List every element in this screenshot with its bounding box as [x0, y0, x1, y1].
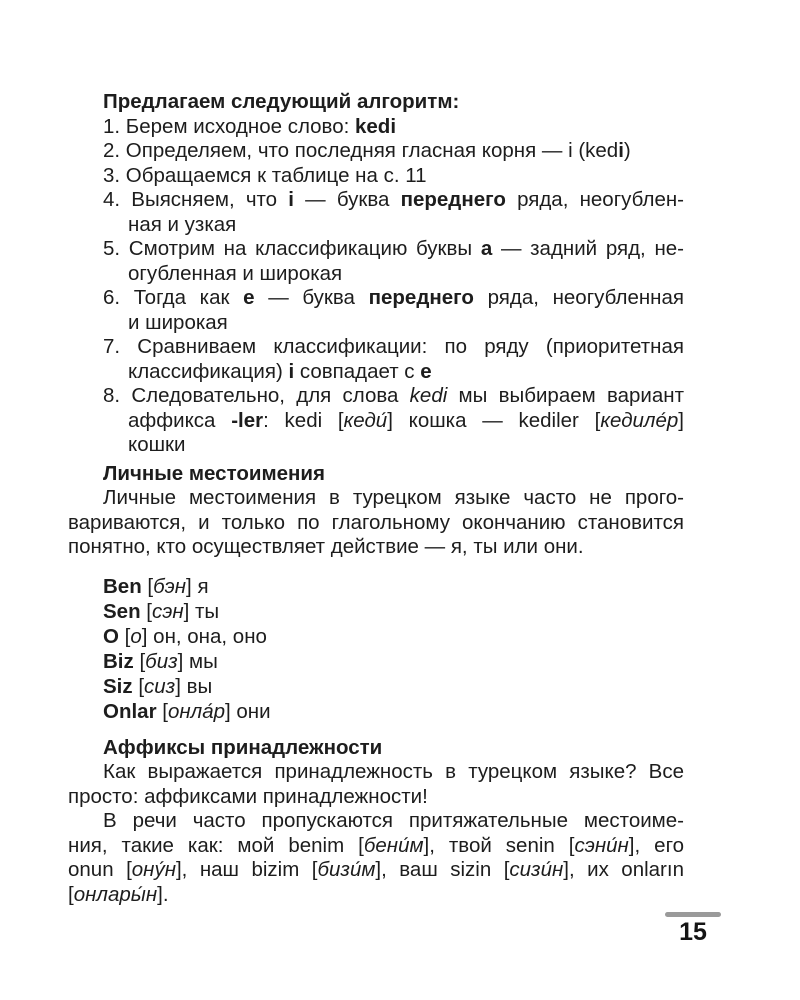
text: ния, такие как: мой benim [ [68, 833, 364, 857]
algorithm-heading: Предлагаем следующий алгоритм: [103, 90, 460, 113]
pronoun-word: Ben [103, 574, 142, 598]
text: Тогда как [133, 286, 244, 309]
bold-text: -ler [231, 408, 264, 432]
text-line [103, 384, 684, 409]
text: ] [186, 574, 198, 598]
bold-text: i [288, 188, 294, 211]
text-line [103, 335, 684, 360]
text: ряда, неогубленная [473, 286, 684, 309]
text-line [68, 883, 684, 908]
text: 3. [103, 163, 126, 187]
pronoun-row [103, 674, 684, 699]
text: ], их onların [563, 858, 684, 881]
text: ], твой senin [ [423, 833, 575, 857]
bold-text: i [618, 139, 624, 162]
algorithm-item [103, 164, 684, 189]
affixes-paragraph-2 [68, 809, 684, 907]
text-line [68, 785, 684, 810]
algorithm-item [103, 335, 684, 384]
text: 6. [103, 286, 134, 309]
text: [ [133, 649, 146, 673]
bold-text: e [420, 359, 432, 383]
text: аффикса [128, 408, 232, 432]
bold-text: переднего [400, 188, 506, 211]
text-line [103, 286, 684, 311]
text-line [103, 409, 684, 434]
pronoun-word: Siz [103, 674, 133, 698]
text: [ [132, 674, 145, 698]
pronoun-list [103, 574, 684, 724]
text: [ [156, 699, 168, 723]
pronoun-transcription: сиз [144, 674, 176, 698]
text: Обращаемся к таблице на с. 11 [125, 163, 427, 187]
text: ряда, неогублен- [505, 188, 684, 211]
algorithm-item [103, 237, 684, 286]
text: [ [140, 599, 153, 623]
text: понятно, кто осуществляет действие — я, ты или они. [68, 535, 584, 558]
algorithm-list [68, 115, 684, 458]
bold-text: a [480, 237, 493, 260]
text: — задний ряд, не- [492, 237, 684, 260]
text-line [68, 535, 684, 560]
pronoun-word: Biz [103, 649, 134, 673]
text-line [103, 262, 684, 287]
text: Определяем, что последняя гласная корня — i (ked [125, 139, 619, 162]
text: кошки [128, 433, 186, 456]
text-line [68, 834, 684, 859]
text: ], ваш sizin [ [375, 858, 510, 881]
text: Как выражается принадлежность в турецком языке? Все [103, 760, 684, 783]
pronoun-row [103, 574, 684, 599]
pronoun-transcription: биз [145, 649, 178, 673]
pronoun-word: Onlar [103, 699, 157, 723]
algorithm-item [103, 139, 684, 164]
text: 1. [103, 114, 126, 138]
text: ) [623, 139, 631, 162]
text: Смотрим на классификацию буквы [128, 237, 481, 260]
italic-text: сэни́н [574, 833, 629, 857]
pronouns-heading: Личные местоимения [103, 461, 325, 485]
page-footer [665, 912, 721, 945]
italic-text: кедиле́р [600, 408, 679, 432]
text: ] [175, 674, 187, 698]
algorithm-item [103, 384, 684, 458]
text: ] [225, 699, 237, 723]
text-line [68, 858, 684, 883]
text: : kedi [ [263, 408, 344, 432]
algorithm-item [103, 115, 684, 140]
text: Выясняем, что [131, 188, 289, 211]
algorithm-item [103, 286, 684, 335]
footer-bar [665, 912, 721, 917]
text-line [103, 164, 684, 189]
pronoun-row [103, 699, 684, 724]
text-line [68, 511, 684, 536]
algorithm-item [103, 188, 684, 237]
pronoun-transcription: сэн [152, 599, 184, 623]
pronoun-word: O [103, 624, 119, 648]
text: 2. [103, 139, 126, 162]
page-number: 15 [679, 918, 707, 946]
text: и широкая [128, 310, 228, 334]
text: [ [68, 882, 74, 906]
text: классификация) [128, 359, 289, 383]
text-line [103, 115, 684, 140]
pronoun-translation: мы [189, 649, 218, 673]
text: Сравниваем классификации: по ряду (приоритетная [137, 335, 684, 358]
text: Берем исходное слово: [125, 114, 355, 138]
text: 5. [103, 237, 129, 260]
text-line [103, 139, 684, 164]
text: onun [ [68, 858, 132, 881]
text-line [68, 486, 684, 511]
bold-text: переднего [368, 286, 474, 309]
italic-text: бизи́м [317, 858, 376, 881]
text-line [103, 311, 684, 336]
bold-text: e [243, 286, 255, 309]
text-line [103, 360, 684, 385]
text-line [103, 188, 684, 213]
italic-text: бени́м [363, 833, 424, 857]
affixes-paragraph-1 [68, 760, 684, 809]
text: просто: аффиксами принадлежности! [68, 784, 428, 808]
pronoun-transcription: онла́р [167, 699, 225, 723]
affixes-heading: Аффиксы принадлежности [103, 735, 383, 759]
pronoun-transcription: бэн [153, 574, 187, 598]
italic-text: kedi [409, 384, 448, 407]
page-content [68, 90, 684, 907]
text: ], наш bizim [ [175, 858, 318, 881]
text: 4. [103, 188, 132, 211]
text-line [103, 433, 684, 458]
text: — буква [254, 286, 369, 309]
text: ная и узкая [128, 212, 237, 236]
pronoun-row [103, 599, 684, 624]
text: Личные местоимения в турецком языке часто не прого- [103, 486, 684, 509]
text-line [68, 809, 684, 834]
text: — буква [293, 188, 401, 211]
text-line [68, 760, 684, 785]
text: В речи часто пропускаются притяжательные местоиме- [103, 809, 684, 832]
bold-text: kedi [355, 114, 397, 138]
italic-text: ону́н [131, 858, 176, 881]
text: Следовательно, для слова [131, 384, 410, 407]
text: огубленная и широкая [128, 261, 343, 285]
text: [ [141, 574, 154, 598]
pronoun-translation: я [197, 574, 209, 598]
italic-text: сизи́н [509, 858, 564, 881]
italic-text: кеди́ [343, 408, 388, 432]
italic-text: онлары́н [73, 882, 158, 906]
text-line [103, 237, 684, 262]
text: совпадает с [294, 359, 421, 383]
pronoun-row [103, 649, 684, 674]
text: вариваются, и только по глагольному окончанию становится [68, 510, 684, 534]
text: ] кошка — kediler [ [387, 408, 601, 432]
text-line [103, 213, 684, 238]
text: [ [118, 624, 131, 648]
text: ], его [628, 833, 685, 857]
pronoun-translation: он, она, оно [153, 624, 267, 648]
text: 8. [103, 384, 132, 407]
text: мы выбираем вариант [447, 384, 684, 407]
bold-text: i [288, 359, 295, 383]
pronoun-translation: они [236, 699, 271, 723]
text: 7. [103, 335, 138, 358]
pronoun-translation: вы [186, 674, 213, 698]
pronouns-intro-paragraph [68, 486, 684, 560]
text: ] [678, 408, 684, 432]
pronoun-row [103, 624, 684, 649]
pronoun-word: Sen [103, 599, 141, 623]
text: ] [141, 624, 154, 648]
pronoun-transcription: о [130, 624, 142, 648]
text: ] [177, 649, 190, 673]
text: ]. [157, 882, 169, 906]
pronoun-translation: ты [195, 599, 220, 623]
text: ] [183, 599, 196, 623]
